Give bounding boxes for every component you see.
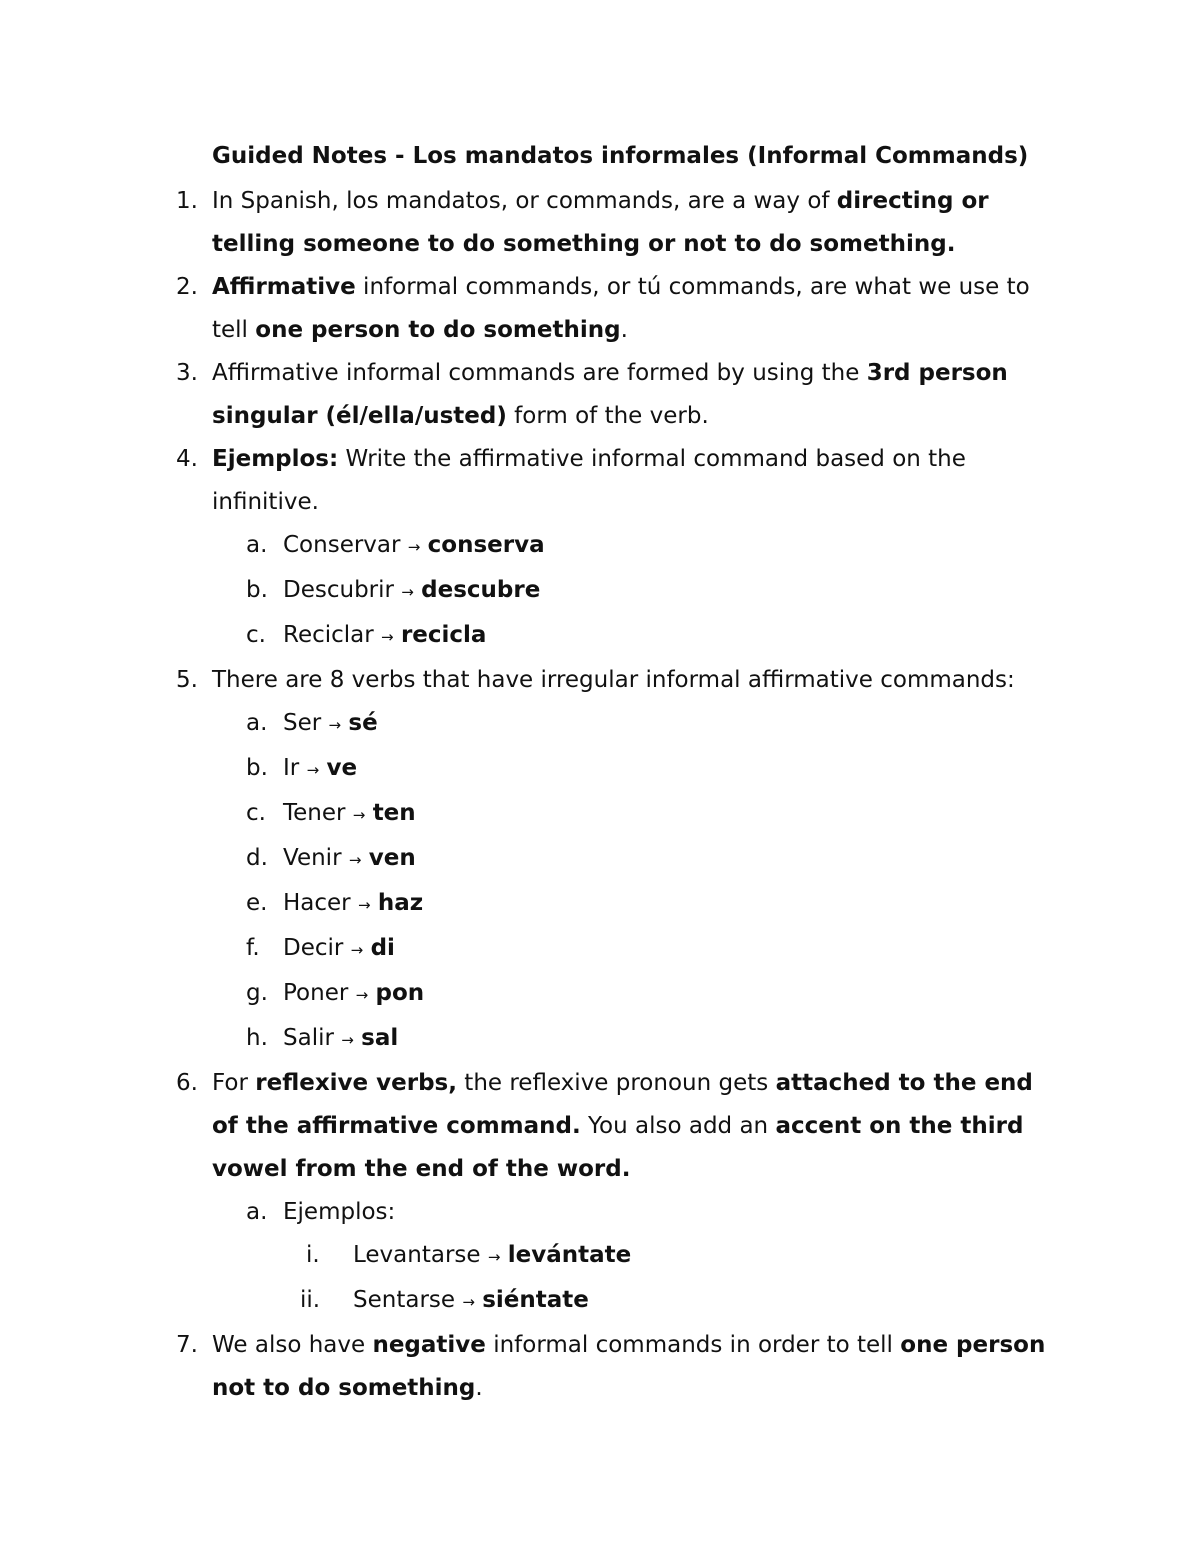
- list-number: 4.: [176, 446, 198, 472]
- sub-item: [0, 524, 1200, 569]
- infinitive: Ir: [283, 755, 300, 781]
- infinitive: Descubrir: [283, 577, 394, 603]
- arrow-icon: →: [355, 986, 369, 1004]
- sub-item: [0, 747, 1200, 792]
- infinitive: Poner: [283, 980, 349, 1006]
- sub-letter: d.: [246, 845, 268, 871]
- command-form: sal: [361, 1025, 399, 1051]
- list-item: [0, 352, 1062, 438]
- body-text: There are 8 verbs that have irregular informal affirmative commands:: [212, 667, 1015, 693]
- body-text: We also have: [212, 1332, 373, 1358]
- infinitive: Salir: [283, 1025, 334, 1051]
- bold-text: directing or telling someone to do something or not to do something.: [212, 188, 989, 257]
- sub-letter: c.: [246, 800, 266, 826]
- sub-item: [0, 927, 1200, 972]
- list-number: 1.: [176, 188, 198, 214]
- command-form: pon: [375, 980, 425, 1006]
- arrow-icon: →: [328, 716, 342, 734]
- arrow-icon: →: [381, 628, 394, 646]
- infinitive: Tener: [283, 800, 346, 826]
- infinitive: Hacer: [283, 890, 351, 916]
- arrow-icon: →: [352, 806, 366, 824]
- list-item: [0, 180, 1062, 266]
- sub-letter: a.: [246, 1199, 268, 1225]
- arrow-icon: →: [462, 1293, 475, 1311]
- arrow-icon: →: [348, 851, 362, 869]
- body-text: form of the verb.: [506, 403, 709, 429]
- sub-letter: b.: [246, 755, 268, 781]
- arrow-icon: →: [341, 1031, 354, 1049]
- sub-item: [0, 1191, 1200, 1234]
- infinitive: Ser: [283, 710, 322, 736]
- sub-letter: g.: [246, 980, 268, 1006]
- list-item: [0, 266, 1062, 352]
- arrow-icon: →: [407, 538, 421, 556]
- bold-text: one person to do something: [255, 317, 621, 343]
- bold-text: one person not to do something: [212, 1332, 1046, 1401]
- bold-text: reflexive verbs,: [255, 1070, 457, 1096]
- sub-item: [0, 837, 1200, 882]
- command-form: haz: [377, 890, 424, 916]
- sub-letter: a.: [246, 710, 268, 736]
- roman-numeral: i.: [306, 1242, 320, 1268]
- command-form: ven: [368, 845, 416, 871]
- bold-text: negative: [372, 1332, 486, 1358]
- sub-letter: e.: [246, 890, 268, 916]
- body-text: informal commands, or tú commands, are what we use to tell: [212, 274, 1030, 343]
- bold-text: accent on the third vowel from the end of the word.: [212, 1113, 1024, 1182]
- arrow-icon: →: [401, 583, 414, 601]
- sub-letter: f.: [246, 935, 260, 961]
- sub-text: Ejemplos:: [283, 1199, 396, 1225]
- body-text: .: [475, 1375, 483, 1401]
- bold-text: Ejemplos:: [212, 446, 339, 472]
- command-form: ten: [372, 800, 416, 826]
- command-form: siéntate: [482, 1287, 589, 1313]
- command-form: recicla: [400, 622, 487, 648]
- list-number: 7.: [176, 1332, 198, 1358]
- infinitive: Levantarse: [353, 1242, 481, 1268]
- list-number: 2.: [176, 274, 198, 300]
- sub-letter: h.: [246, 1025, 268, 1051]
- document-title: Guided Notes - Los mandatos informales (Informal Commands): [212, 143, 1029, 169]
- arrow-icon: →: [487, 1248, 501, 1266]
- arrow-icon: →: [350, 941, 364, 959]
- command-form: sé: [348, 710, 378, 736]
- sub-item: [0, 972, 1200, 1017]
- list-number: 5.: [176, 667, 198, 693]
- command-form: levántate: [507, 1242, 632, 1268]
- command-form: descubre: [421, 577, 541, 603]
- body-text: the reflexive pronoun gets: [456, 1070, 776, 1096]
- body-text: Affirmative informal commands are formed by using the: [212, 360, 867, 386]
- sub-item: [0, 882, 1200, 927]
- sub-item: [0, 792, 1200, 837]
- sub-letter: b.: [246, 577, 268, 603]
- sub-sub-item: [0, 1234, 1200, 1279]
- arrow-icon: →: [306, 761, 320, 779]
- body-text: You also add an: [580, 1113, 776, 1139]
- infinitive: Sentarse: [353, 1287, 456, 1313]
- sub-item: [0, 1017, 1200, 1062]
- sub-item: [0, 702, 1200, 747]
- list-item: [0, 659, 1062, 702]
- sub-item: [0, 614, 1200, 659]
- infinitive: Venir: [283, 845, 342, 871]
- command-form: ve: [326, 755, 358, 781]
- body-text: Write the affirmative informal command based on the infinitive.: [212, 446, 966, 515]
- body-text: For: [212, 1070, 256, 1096]
- body-text: informal commands in order to tell: [485, 1332, 901, 1358]
- notes-list: [0, 180, 1200, 1410]
- sub-letter: c.: [246, 622, 266, 648]
- roman-numeral: ii.: [300, 1287, 321, 1313]
- list-item: [0, 1324, 1062, 1410]
- body-text: .: [620, 317, 628, 343]
- list-number: 3.: [176, 360, 198, 386]
- list-item: [0, 1062, 1062, 1191]
- sub-letter: a.: [246, 532, 268, 558]
- command-form: di: [370, 935, 395, 961]
- arrow-icon: →: [357, 896, 371, 914]
- infinitive: Reciclar: [283, 622, 374, 648]
- list-item: [0, 438, 1062, 524]
- sub-sub-item: [0, 1279, 1200, 1324]
- bold-text: attached to the end of the affirmative command.: [212, 1070, 1033, 1139]
- bold-text: Affirmative: [212, 274, 356, 300]
- infinitive: Conservar: [283, 532, 401, 558]
- body-text: In Spanish, los mandatos, or commands, are a way of: [212, 188, 837, 214]
- bold-text: 3rd person singular (él/ella/usted): [212, 360, 1008, 429]
- sub-item: [0, 569, 1200, 614]
- list-number: 6.: [176, 1070, 198, 1096]
- infinitive: Decir: [283, 935, 344, 961]
- command-form: conserva: [427, 532, 545, 558]
